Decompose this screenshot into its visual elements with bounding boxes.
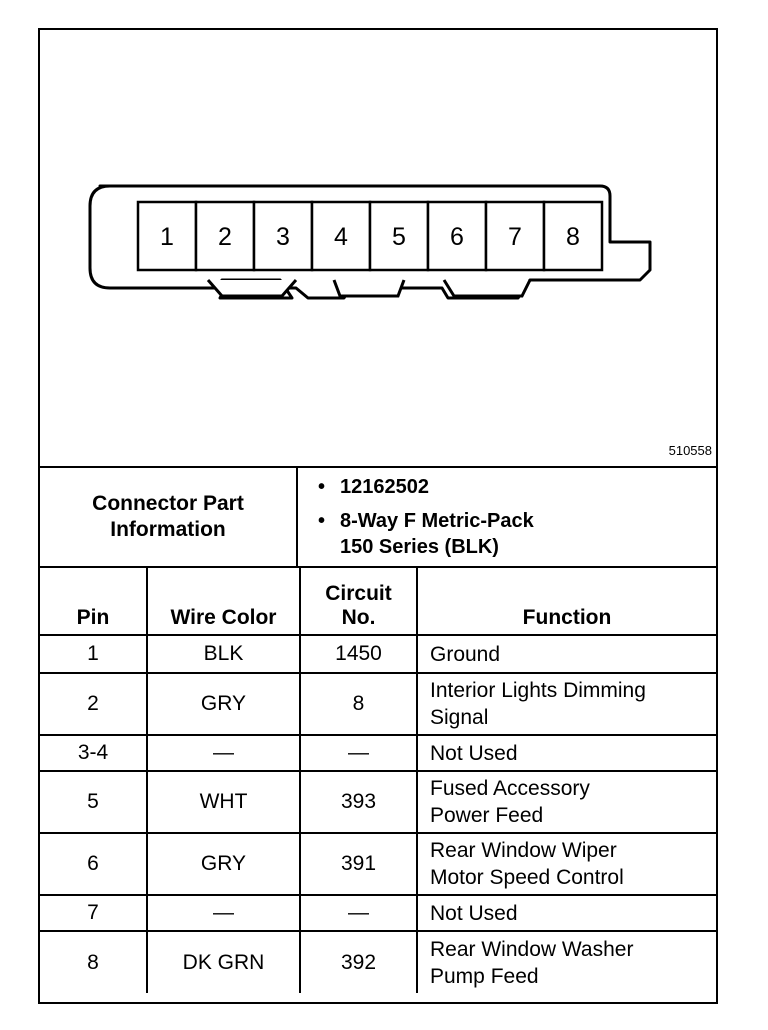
wire-color-cell: — xyxy=(147,735,300,771)
function-cell xyxy=(417,895,716,931)
pin-cell: 6 xyxy=(40,833,147,895)
keying-tab-left xyxy=(208,280,296,296)
keying-tab-right xyxy=(444,280,530,296)
wire-color-cell: WHT xyxy=(147,771,300,833)
bullet-mark: • xyxy=(318,476,326,498)
wire-color-cell: DK GRN xyxy=(147,931,300,993)
circuit-cell: 392 xyxy=(300,931,417,993)
circuit-cell: 393 xyxy=(300,771,417,833)
wire-color-cell: BLK xyxy=(147,635,300,673)
pin-number-label: 6 xyxy=(450,223,464,251)
function-cell xyxy=(417,771,716,833)
part-info-label-line1: Connector Part xyxy=(92,492,244,515)
pin-cell: 7 xyxy=(40,895,147,931)
table-row xyxy=(40,673,716,735)
wire-color-cell: GRY xyxy=(147,833,300,895)
pin-number-label: 1 xyxy=(160,223,174,251)
pin-number-label: 8 xyxy=(566,223,580,251)
figure-id: 510558 xyxy=(668,443,712,458)
header-pin: Pin xyxy=(40,567,147,635)
function-line1: Not Used xyxy=(430,901,518,925)
table-row xyxy=(40,895,716,931)
circuit-cell: 1450 xyxy=(300,635,417,673)
pin-cell: 5 xyxy=(40,771,147,833)
part-info-list xyxy=(298,468,716,566)
part-info-label xyxy=(40,468,298,566)
connector-face-drawing xyxy=(40,30,716,466)
circuit-cell: 391 xyxy=(300,833,417,895)
function-cell xyxy=(417,931,716,993)
function-cell xyxy=(417,673,716,735)
circuit-cell: — xyxy=(300,895,417,931)
header-function: Function xyxy=(417,567,716,635)
pin-table xyxy=(40,566,716,993)
pin-cell: 1 xyxy=(40,635,147,673)
part-number: 12162502 xyxy=(340,476,429,498)
pin-cell: 2 xyxy=(40,673,147,735)
function-line1: Rear Window Washer xyxy=(430,937,634,961)
part-description-line1: 8-Way F Metric-Pack xyxy=(340,510,534,532)
header-circuit-line1: Circuit xyxy=(325,582,392,605)
table-row xyxy=(40,735,716,771)
circuit-cell: 8 xyxy=(300,673,417,735)
part-number-item xyxy=(318,476,429,499)
pin-number-label: 2 xyxy=(218,223,232,251)
pin-cell: 3-4 xyxy=(40,735,147,771)
part-info-label-line2: Information xyxy=(110,518,226,541)
function-line1: Rear Window Wiper xyxy=(430,839,617,862)
connector-part-information xyxy=(40,466,716,566)
pin-cavity-row xyxy=(138,202,602,270)
header-circuit-line2: No. xyxy=(341,606,376,629)
pin-cell: 8 xyxy=(40,931,147,993)
function-line1: Fused Accessory xyxy=(430,777,590,800)
function-cell xyxy=(417,833,716,895)
header-circuit-no xyxy=(300,567,417,635)
pin-number-label: 4 xyxy=(334,223,348,251)
function-line2: Motor Speed Control xyxy=(430,866,624,889)
table-row xyxy=(40,771,716,833)
pin-number-label: 7 xyxy=(508,223,522,251)
table-row xyxy=(40,635,716,673)
bullet-mark: • xyxy=(318,510,326,532)
wire-color-cell: — xyxy=(147,895,300,931)
function-line1: Ground xyxy=(430,642,501,666)
pin-number-label: 5 xyxy=(392,223,406,251)
table-row xyxy=(40,931,716,993)
keying-tab-center xyxy=(334,280,404,296)
connector-document xyxy=(38,28,718,1004)
function-line2: Pump Feed xyxy=(430,964,539,988)
function-line1: Not Used xyxy=(430,741,518,765)
function-cell xyxy=(417,735,716,771)
table-row xyxy=(40,833,716,895)
function-line1: Interior Lights Dimming xyxy=(430,679,646,702)
pin-number-label: 3 xyxy=(276,223,290,251)
part-description-line2: 150 Series (BLK) xyxy=(340,536,499,558)
connector-diagram xyxy=(40,30,716,466)
function-line2: Signal xyxy=(430,706,489,729)
part-description-item-cont xyxy=(340,536,499,559)
wire-color-cell: GRY xyxy=(147,673,300,735)
header-wire-color: Wire Color xyxy=(147,567,300,635)
function-line2: Power Feed xyxy=(430,804,544,827)
function-cell xyxy=(417,635,716,673)
part-description-item xyxy=(318,510,534,533)
pin-table-header xyxy=(40,567,716,635)
circuit-cell: — xyxy=(300,735,417,771)
